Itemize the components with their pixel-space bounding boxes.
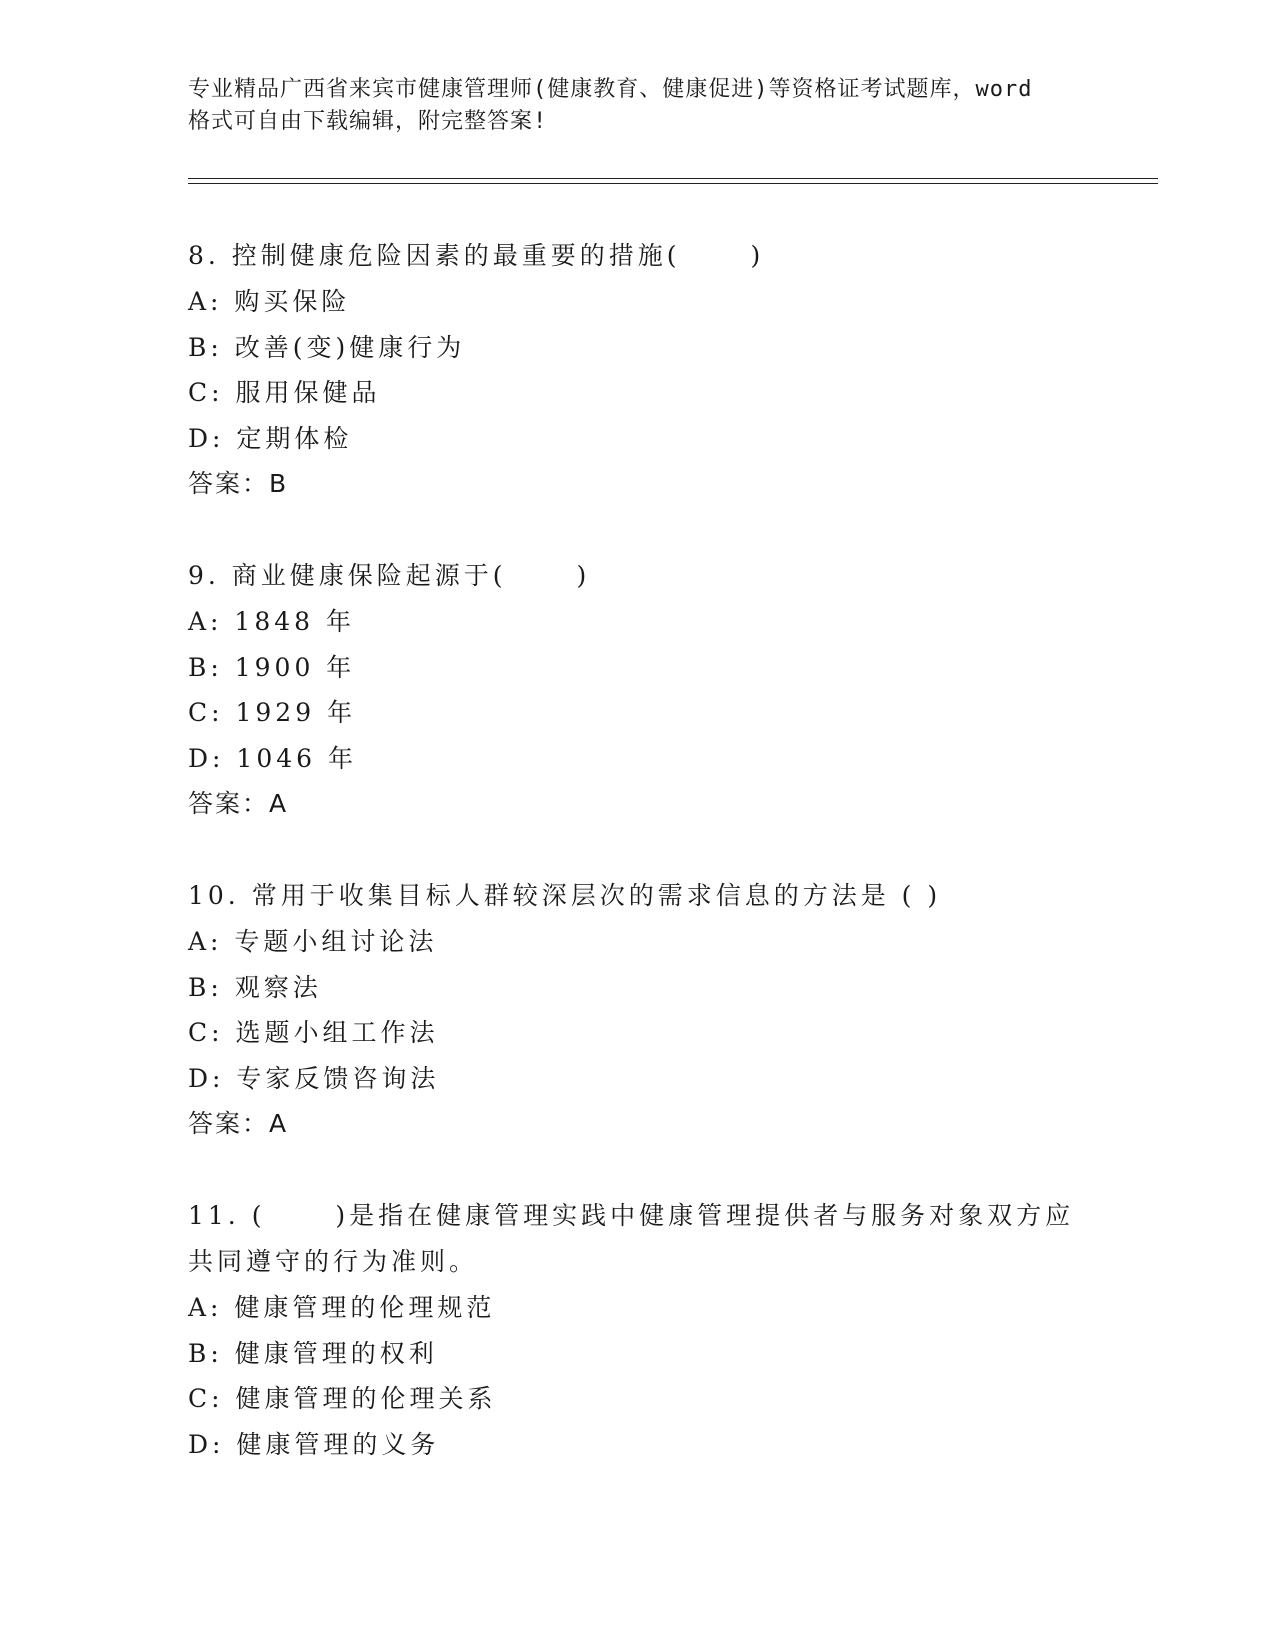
- option-a: A: 购买保险: [188, 287, 351, 316]
- option-c: C: 健康管理的伦理关系: [188, 1384, 497, 1413]
- question-stem-line-2: 共同遵守的行为准则。: [188, 1247, 479, 1276]
- question-stem: 8. 控制健康危险因素的最重要的措施( ): [188, 241, 765, 270]
- answer: 答案：A: [188, 789, 289, 818]
- question-stem: 10. 常用于收集目标人群较深层次的需求信息的方法是 ( ): [188, 881, 942, 910]
- option-b: B: 改善(变)健康行为: [188, 332, 466, 362]
- document-header: [188, 74, 1088, 138]
- option-b: B: 1900 年: [188, 652, 356, 682]
- option-c: C: 1929 年: [188, 698, 357, 727]
- option-d: D: 健康管理的义务: [188, 1429, 440, 1459]
- answer: 答案：B: [188, 469, 289, 498]
- option-a: A: 1848 年: [188, 607, 355, 636]
- question-8: [188, 233, 1088, 506]
- answer: 答案：A: [188, 1109, 289, 1138]
- header-divider-bottom: [188, 183, 1158, 184]
- question-stem-line-1: 11. ( )是指在健康管理实践中健康管理提供者与服务对象双方应: [188, 1201, 1075, 1230]
- option-a: A: 健康管理的伦理规范: [188, 1293, 496, 1322]
- option-d: D: 专家反馈咨询法: [188, 1063, 440, 1093]
- question-10: [188, 873, 1088, 1146]
- option-b: B: 健康管理的权利: [188, 1338, 438, 1368]
- question-stem: 9. 商业健康保险起源于( ): [188, 561, 591, 590]
- header-divider-top: [188, 178, 1158, 179]
- question-11: [188, 1193, 1088, 1467]
- option-c: C: 服用保健品: [188, 378, 381, 407]
- question-9: [188, 553, 1088, 826]
- option-d: D: 定期体检: [188, 423, 353, 453]
- header-line-1: 专业精品广西省来宾市健康管理师(健康教育、健康促进)等资格证考试题库，word: [188, 77, 1033, 102]
- option-c: C: 选题小组工作法: [188, 1018, 439, 1047]
- option-a: A: 专题小组讨论法: [188, 927, 438, 956]
- option-b: B: 观察法: [188, 972, 322, 1002]
- option-d: D: 1046 年: [188, 743, 357, 773]
- header-line-2: 格式可自由下载编辑，附完整答案!: [188, 109, 548, 134]
